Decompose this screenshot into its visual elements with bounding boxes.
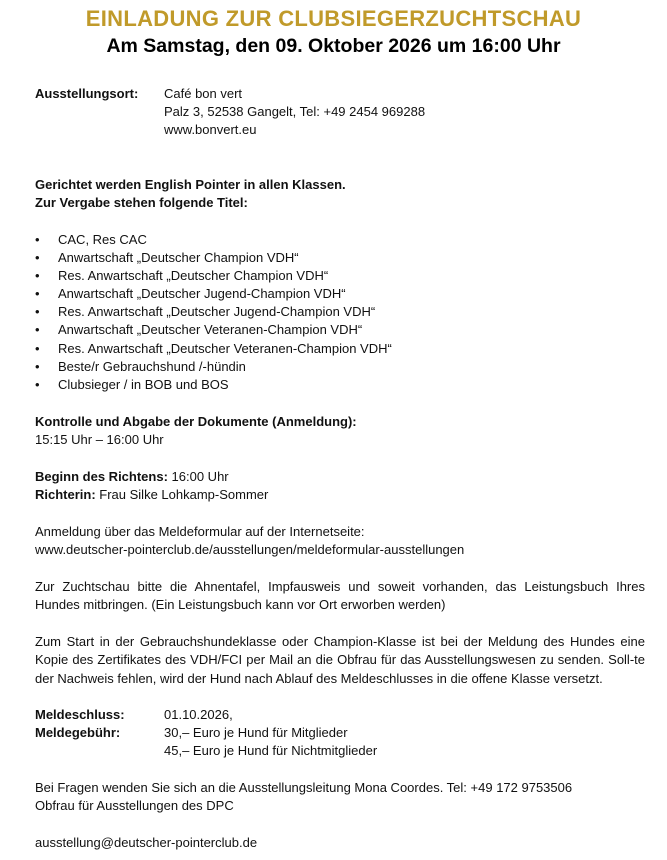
page-title: EINLADUNG ZUR CLUBSIEGERZUCHTSCHAU	[85, 6, 582, 31]
bullet-icon: •	[35, 322, 40, 337]
page-subtitle: Am Samstag, den 09. Oktober 2026 um 16:00 Uhr	[106, 35, 561, 57]
list-item-text: Res. Anwartschaft „Deutscher Veteranen-Champion VDH“	[58, 341, 392, 356]
list-item-text: Clubsieger / in BOB und BOS	[58, 377, 229, 392]
venue-address: Palz 3, 52538 Gangelt, Tel: +49 2454 969288	[164, 104, 426, 119]
judge-row	[35, 486, 268, 504]
control-label: Kontrolle und Abgabe der Dokumente (Anmeldung):	[35, 414, 357, 429]
venue-name: Café bon vert	[164, 86, 243, 101]
champion-note: Zum Start in der Gebrauchshundeklasse oder Champion-Klasse ist bei der Meldung des Hundes eine Kopie des Zertifikates des VDH/FCI per Mail an die Obfrau für das Ausstellungswesen zu senden. Soll-te der Nachweis fehlen, wird der Hund nach Ablauf des Meldeschlusses in die offene Klasse versetzt.	[35, 634, 645, 686]
deadline-label: Meldeschluss:	[35, 707, 125, 722]
registration-link[interactable]: www.deutscher-pointerclub.de/ausstellungen/meldeformular-ausstellungen	[35, 542, 465, 557]
list-item-text: Res. Anwartschaft „Deutscher Jugend-Champion VDH“	[58, 304, 376, 319]
contact-line-1: Bei Fragen wenden Sie sich an die Ausstellungsleitung Mona Coordes. Tel: +49 172 9753506	[35, 780, 573, 795]
bullet-icon: •	[35, 250, 40, 265]
venue-website[interactable]: www.bonvert.eu	[164, 122, 257, 137]
list-item-text: Anwartschaft „Deutscher Champion VDH“	[58, 250, 299, 265]
contact-line-2: Obfrau für Ausstellungen des DPC	[35, 798, 234, 813]
list-item-text: Anwartschaft „Deutscher Veteranen-Champion VDH“	[58, 322, 363, 337]
judging-line-1: Gerichtet werden English Pointer in allen Klassen.	[35, 177, 346, 192]
bullet-icon: •	[35, 286, 40, 301]
bullet-icon: •	[35, 377, 40, 392]
bullet-icon: •	[35, 341, 40, 356]
fee-non-members: 45,– Euro je Hund für Nichtmitglieder	[164, 743, 378, 758]
contact-email[interactable]: ausstellung@deutscher-pointerclub.de	[35, 835, 258, 850]
list-item-text: CAC, Res CAC	[58, 232, 147, 247]
fee-label: Meldegebühr:	[35, 725, 121, 740]
bullet-icon: •	[35, 232, 40, 247]
start-row	[35, 468, 229, 486]
start-value: 16:00 Uhr	[167, 469, 229, 484]
judge-label: Richterin:	[35, 487, 96, 502]
fee-members: 30,– Euro je Hund für Mitglieder	[164, 725, 348, 740]
judging-line-2: Zur Vergabe stehen folgende Titel:	[35, 195, 248, 210]
judge-value: Frau Silke Lohkamp-Sommer	[95, 487, 269, 502]
list-item-text: Res. Anwartschaft „Deutscher Champion VDH“	[58, 268, 329, 283]
bullet-icon: •	[35, 304, 40, 319]
list-item-text: Beste/r Gebrauchshund /-hündin	[58, 359, 246, 374]
venue-label: Ausstellungsort:	[35, 86, 139, 101]
bullet-icon: •	[35, 359, 40, 374]
bullet-icon: •	[35, 268, 40, 283]
registration-text: Anmeldung über das Meldeformular auf der Internetseite:	[35, 524, 365, 539]
documents-note: Zur Zuchtschau bitte die Ahnentafel, Impfausweis und soweit vorhanden, das Leistungsbuch Ihres Hundes mitbringen. (Ein Leistungsbuch kann vor Ort erworben werden)	[35, 579, 645, 613]
deadline-value: 01.10.2026,	[164, 707, 233, 722]
control-time: 15:15 Uhr – 16:00 Uhr	[35, 432, 164, 447]
list-item-text: Anwartschaft „Deutscher Jugend-Champion VDH“	[58, 286, 346, 301]
start-label: Beginn des Richtens:	[35, 469, 168, 484]
